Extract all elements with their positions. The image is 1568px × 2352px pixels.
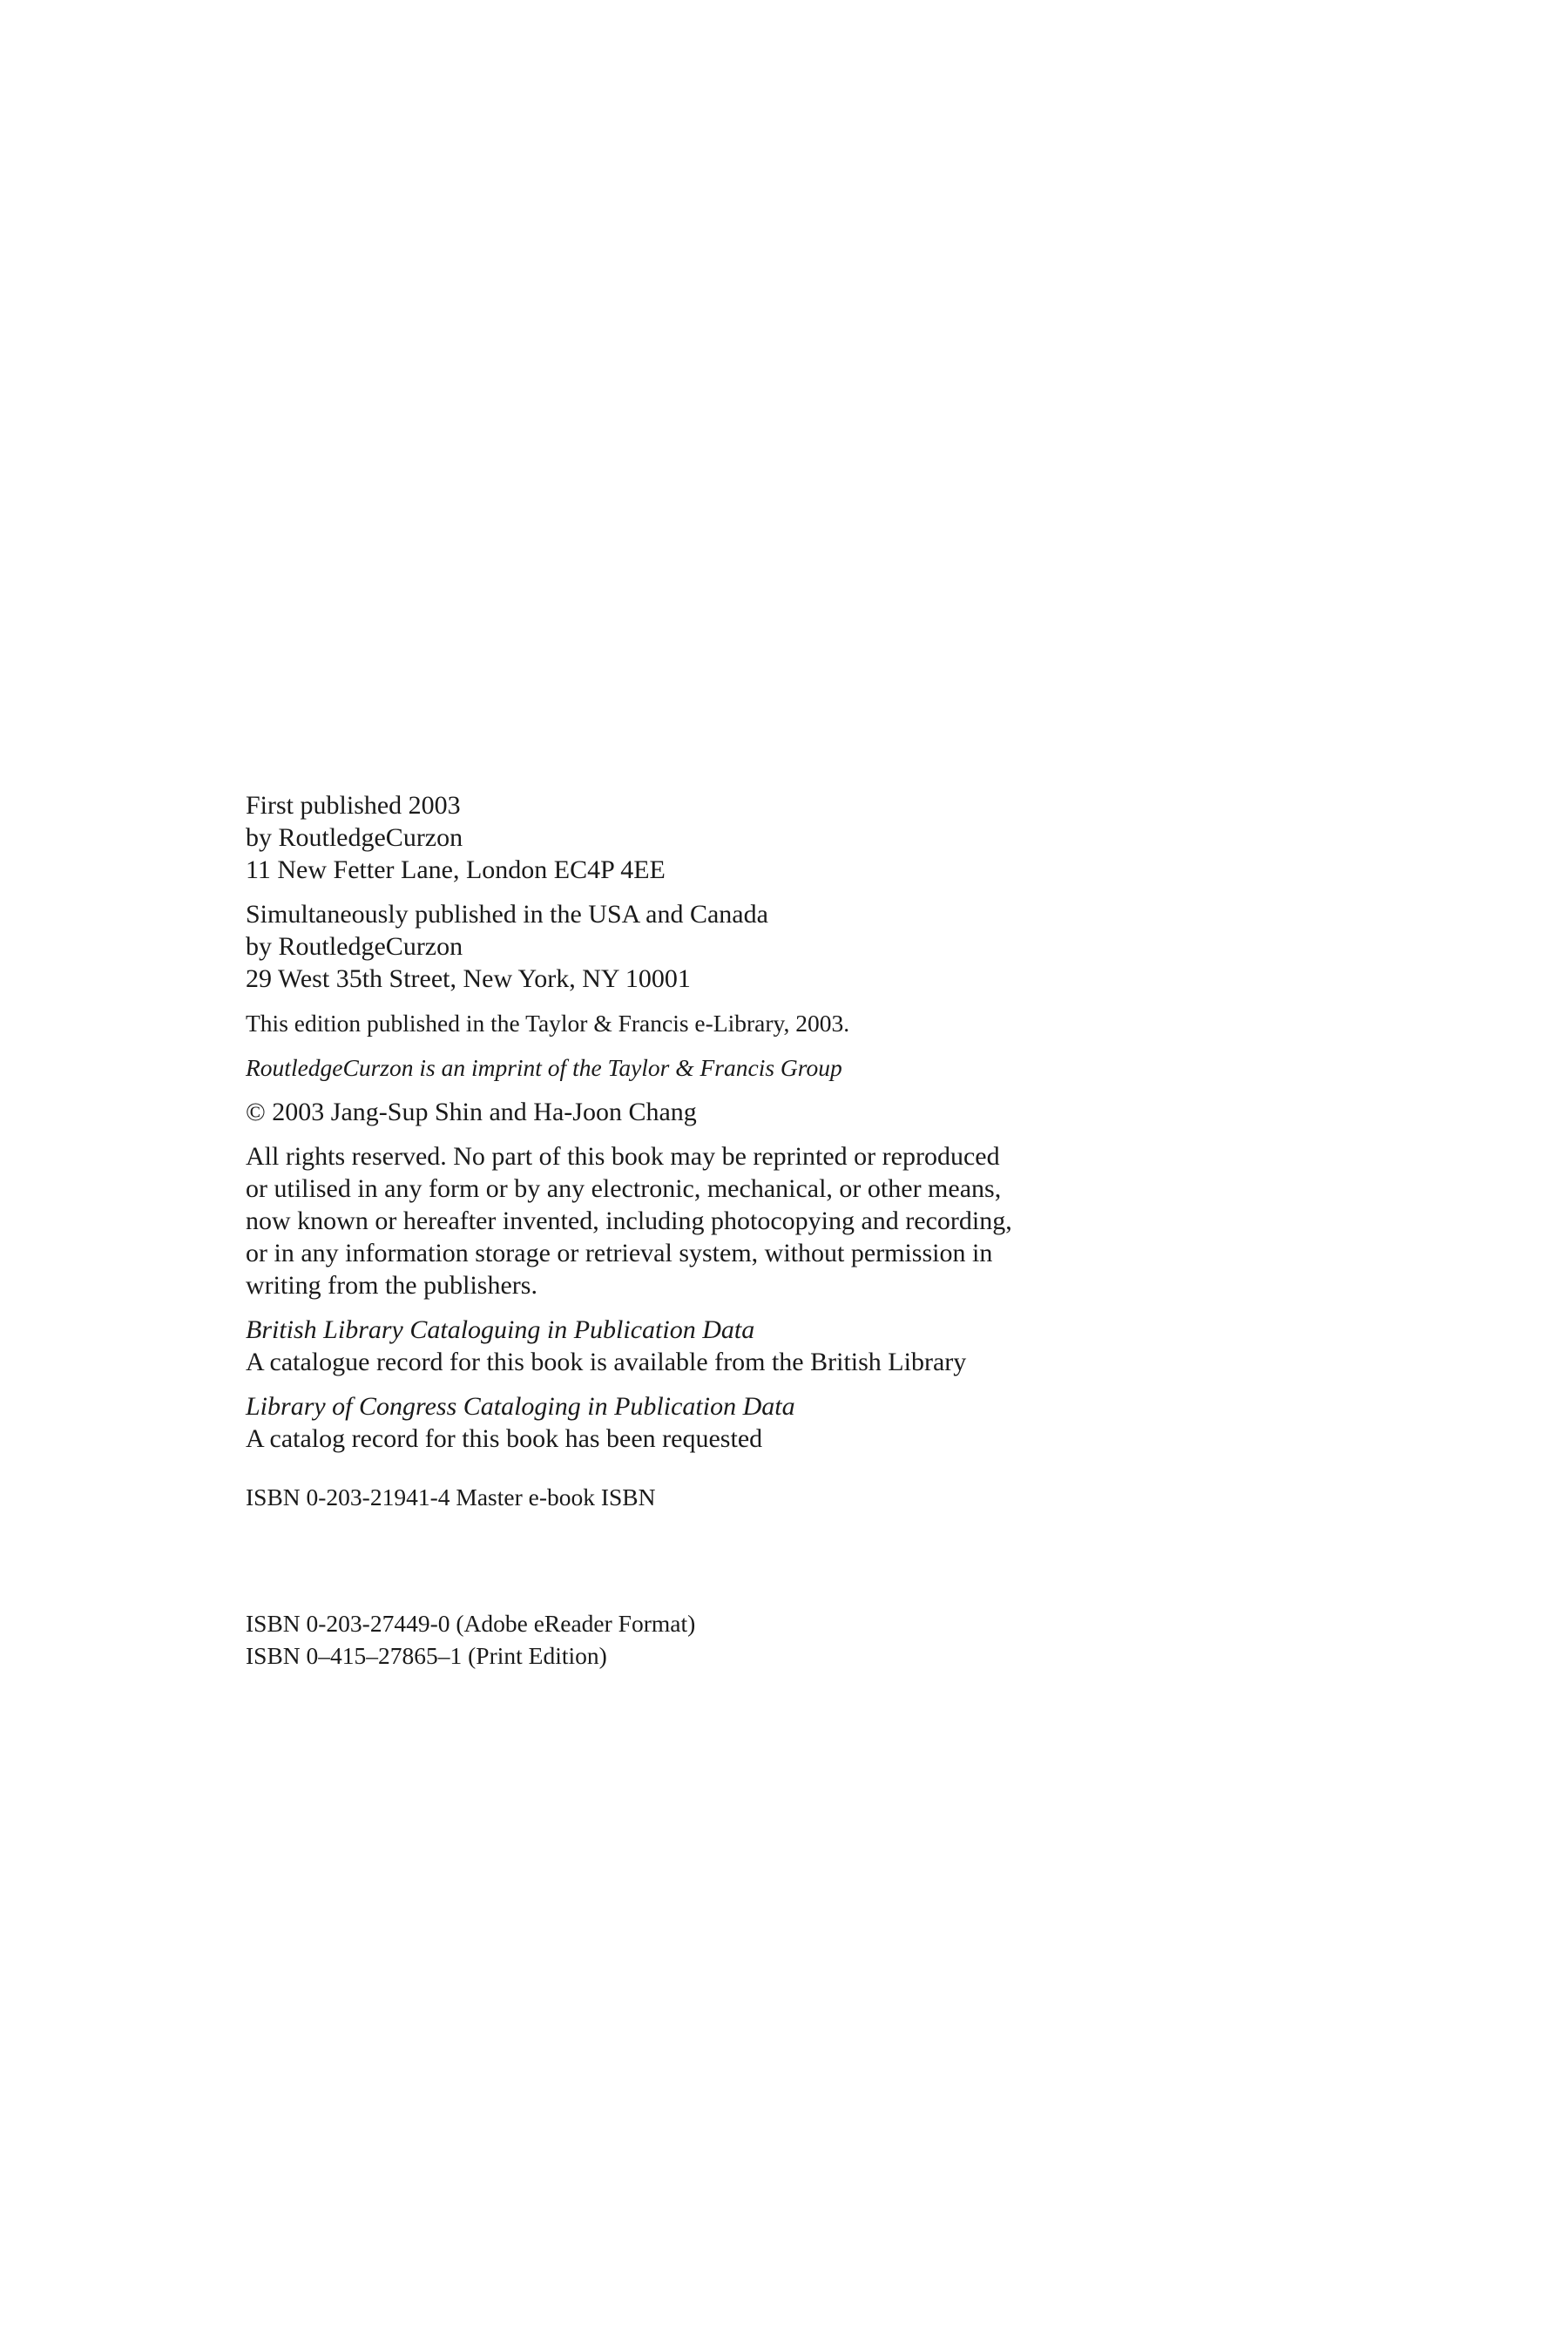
usa-publication-info — [246, 898, 1186, 995]
library-of-congress-data — [246, 1390, 1186, 1455]
rights-statement — [246, 1140, 1186, 1301]
publisher-name: by RoutledgeCurzon — [246, 823, 463, 852]
ny-address: 29 West 35th Street, New York, NY 10001 — [246, 964, 691, 993]
rights-line: now known or hereafter invented, including photocopying and recording, — [246, 1206, 1012, 1235]
london-address: 11 New Fetter Lane, London EC4P 4EE — [246, 855, 666, 884]
rights-line: or utilised in any form or by any electronic, mechanical, or other means, — [246, 1174, 1002, 1203]
imprint-block — [246, 789, 1186, 1672]
usa-publisher-name: by RoutledgeCurzon — [246, 932, 463, 961]
rights-line: All rights reserved. No part of this book may be reprinted or reproduced — [246, 1142, 1000, 1171]
copyright-block — [246, 1096, 1186, 1128]
ebook-edition-note — [246, 1007, 1186, 1039]
copyright-line: © 2003 Jang-Sup Shin and Ha-Joon Chang — [246, 1098, 697, 1126]
isbn-other-block — [246, 1607, 1186, 1672]
usa-canada-note: Simultaneously published in the USA and Canada — [246, 900, 768, 929]
british-library-heading: British Library Cataloguing in Publication Data — [246, 1315, 755, 1344]
british-library-data — [246, 1314, 1186, 1378]
ebook-edition: This edition published in the Taylor & Francis e-Library, 2003. — [246, 1010, 850, 1037]
british-library-text: A catalogue record for this book is available from the British Library — [246, 1348, 967, 1376]
rights-line: writing from the publishers. — [246, 1271, 537, 1300]
library-of-congress-text: A catalog record for this book has been requested — [246, 1424, 763, 1453]
isbn-print: ISBN 0–415–27865–1 (Print Edition) — [246, 1642, 607, 1669]
rights-line: or in any information storage or retrieval system, without permission in — [246, 1239, 993, 1267]
isbn-master-block — [246, 1481, 1186, 1513]
isbn-adobe: ISBN 0-203-27449-0 (Adobe eReader Format) — [246, 1610, 696, 1637]
library-of-congress-heading: Library of Congress Cataloging in Publication Data — [246, 1392, 795, 1421]
isbn-master: ISBN 0-203-21941-4 Master e-book ISBN — [246, 1484, 656, 1511]
publication-info — [246, 789, 1186, 886]
first-published: First published 2003 — [246, 791, 461, 820]
imprint-note-block — [246, 1051, 1186, 1084]
imprint-note: RoutledgeCurzon is an imprint of the Taylor & Francis Group — [246, 1054, 842, 1081]
